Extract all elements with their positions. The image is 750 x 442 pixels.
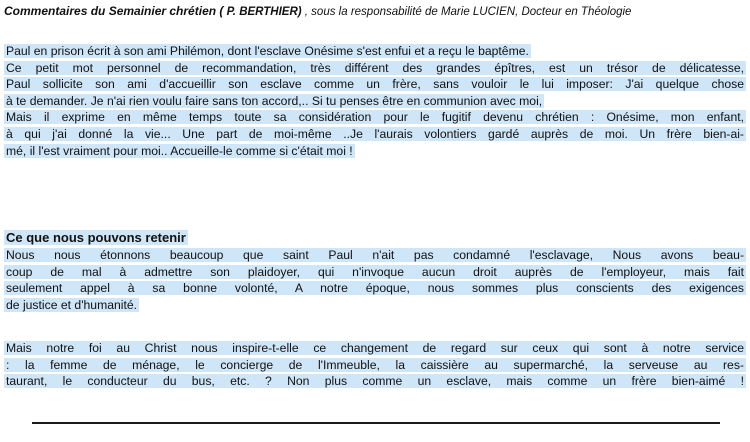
retain-line: de justice et d'humanité.: [6, 297, 138, 312]
intro-line: mé, il l'est vraiment pour moi.. Accueille-le comme si c'était moi !: [6, 143, 353, 158]
commentary-header: [4, 4, 631, 18]
header-title: Commentaires du Semainier chrétien (: [4, 4, 224, 18]
intro-line: Paul sollicite son ami d'accueillir son esclave comme un frère, sans vouloir le lui imposer: J'ai quelque chose: [6, 77, 744, 92]
retain-line: seulement appel à sa bonne volonté, A notre époque, nous sommes plus conscients des exigences: [6, 281, 744, 296]
intro-line: Paul en prison écrit à son ami Philémon, dont l'esclave Onésime s'est enfui et a reçu le baptême.: [6, 44, 529, 58]
bottom-divider: [32, 422, 720, 424]
retain-section: [4, 230, 746, 313]
retain-line: coup de mal à admettre son plaidoyer, qui n'invoque aucun droit auprès de l'employeur, mais fait: [6, 264, 744, 279]
faith-line: : la femme de ménage, le concierge de l'Immeuble, la caissière au supermarché, la serveuse au res-: [6, 357, 744, 372]
retain-line: Nous nous étonnons beaucoup que saint Paul n'ait pas condamné l'esclavage, Nous avons beau-: [6, 248, 744, 262]
intro-line: Ce petit mot personnel de recommandation, très différent des grandes épîtres, est un trésor de délicatesse,: [6, 60, 744, 75]
section-heading: Ce que nous pouvons retenir: [6, 230, 186, 245]
intro-line: à te demander. Je n'ai rien voulu faire sans ton accord,.. Si tu penses être en communion avec moi,: [6, 93, 543, 108]
faith-paragraph: [4, 340, 746, 390]
faith-line: taurant, le conducteur du bus, etc. ? Non plus comme un esclave, mais comme un frère bien-aimé !: [6, 374, 744, 389]
faith-line: Mais notre foi au Christ nous inspire-t-elle ce changement de regard sur ceux qui sont à notre service: [6, 341, 744, 355]
header-author: P. BERTHIER): [226, 6, 302, 18]
intro-line: Mais il exprime en même temps toute sa considération pour le fugitif devenu chrétien : Onésime, mon enfant,: [6, 110, 744, 125]
intro-line: à qui j'ai donné la vie... Une part de moi-même ..Je l'aurais volontiers gardé auprès de moi. Un frère bien-ai-: [6, 126, 744, 141]
header-responsibility: , sous la responsabilité de Marie LUCIEN, Docteur en Théologie: [304, 6, 632, 18]
intro-paragraph: [4, 43, 746, 159]
